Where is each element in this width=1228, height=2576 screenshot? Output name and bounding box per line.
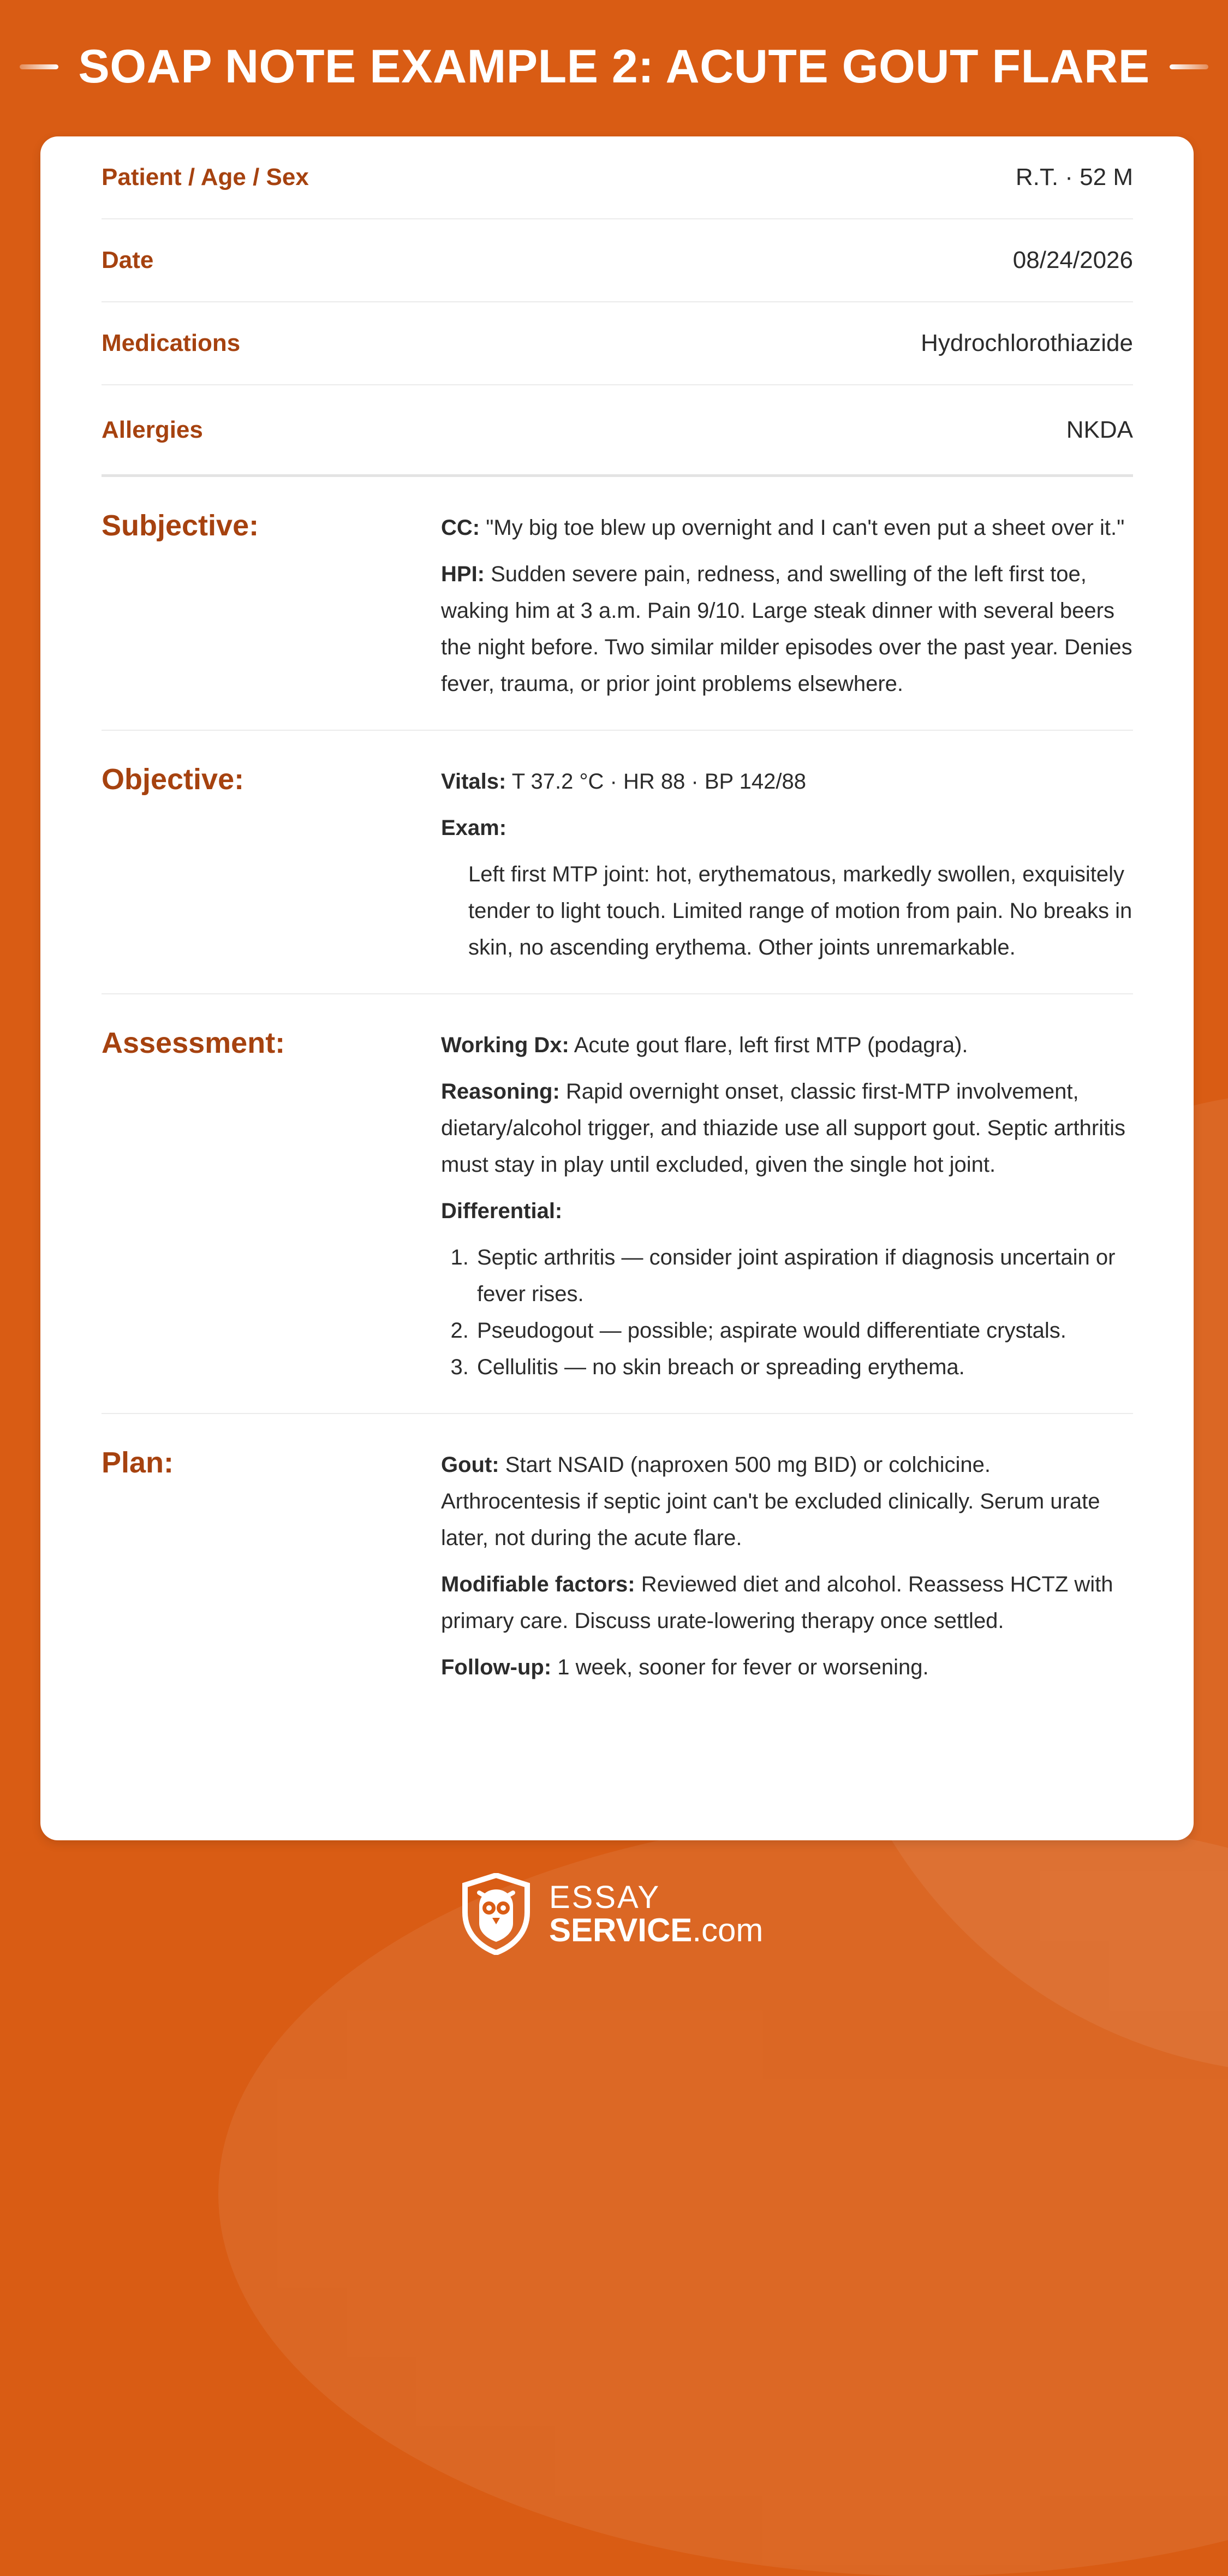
list-item: 3. Cellulitis — no skin breach or spreading erythema. [475,1349,1133,1386]
differential-label: Differential: [441,1199,563,1223]
working-diagnosis: Working Dx: Acute gout flare, left first MTP (podagra). [441,1033,968,1057]
info-row-date [102,219,1133,302]
exam-text: Left first MTP joint: hot, erythematous, markedly swollen, exquisitely tender to light touch. Limited range of motion from pain. No breaks in skin, no ascending erythema. Other joints unremarkable. [468,862,1132,959]
section-heading: Plan: [102,1446,174,1479]
section-plan [102,1414,1133,1713]
brand-logo [460,1873,763,1955]
info-label: Allergies [102,416,203,443]
plan-gout: Gout: Start NSAID (naproxen 500 mg BID) or colchicine. Arthrocentesis if septic joint can't be excluded clinically. Serum urate later, not during the acute flare. [441,1453,1100,1550]
differential-list [441,1239,1133,1386]
info-label: Patient / Age / Sex [102,164,309,190]
info-value: 08/24/2026 [1012,247,1133,273]
list-item: 2. Pseudogout — possible; aspirate would differentiate crystals. [475,1313,1133,1349]
brand-name-bottom: SERVICE.com [549,1912,764,1948]
section-subjective [102,477,1133,731]
info-row-medications [102,302,1133,385]
info-value: R.T. · 52 M [1015,164,1133,190]
vitals: Vitals: T 37.2 °C · HR 88 · BP 142/88 [441,770,806,794]
info-row-allergies [102,385,1133,477]
info-label: Medications [102,330,241,356]
section-heading: Assessment: [102,1027,285,1059]
page-title: SOAP NOTE EXAMPLE 2: ACUTE GOUT FLARE [78,40,1150,93]
section-heading: Subjective: [102,509,259,542]
title-bar [0,28,1228,105]
chief-complaint: CC: "My big toe blew up overnight and I can't even put a sheet over it." [441,516,1125,540]
section-heading: Objective: [102,763,245,796]
plan-modifiable-factors: Modifiable factors: Reviewed diet and alcohol. Reassess HCTZ with primary care. Discuss urate-lowering therapy once settled. [441,1572,1113,1633]
list-item: 1. Septic arthritis — consider joint aspiration if diagnosis uncertain or fever rises. [475,1239,1133,1313]
title-decoration-left [20,64,58,69]
section-objective [102,731,1133,994]
soap-note-card [40,136,1194,1840]
reasoning: Reasoning: Rapid overnight onset, classic first-MTP involvement, dietary/alcohol trigger, and thiazide use all support gout. Septic arthritis must stay in play until excluded, given the single hot joint. [441,1080,1126,1177]
info-value: Hydrochlorothiazide [921,330,1133,356]
exam-label: Exam: [441,816,507,840]
info-value: NKDA [1066,416,1133,443]
history-present-illness: HPI: Sudden severe pain, redness, and swelling of the left first toe, waking him at 3 a.m. Pain 9/10. Large steak dinner with several beers the night before. Two similar milder episodes over the past year. Denies fever, trauma, or prior joint problems elsewhere. [441,562,1132,696]
brand-name-top: ESSAY [549,1880,661,1915]
info-label: Date [102,247,154,273]
info-row-patient [102,136,1133,219]
owl-shield-icon [460,1873,533,1955]
section-assessment [102,994,1133,1414]
title-decoration-right [1170,64,1208,69]
plan-follow-up: Follow-up: 1 week, sooner for fever or worsening. [441,1655,929,1679]
